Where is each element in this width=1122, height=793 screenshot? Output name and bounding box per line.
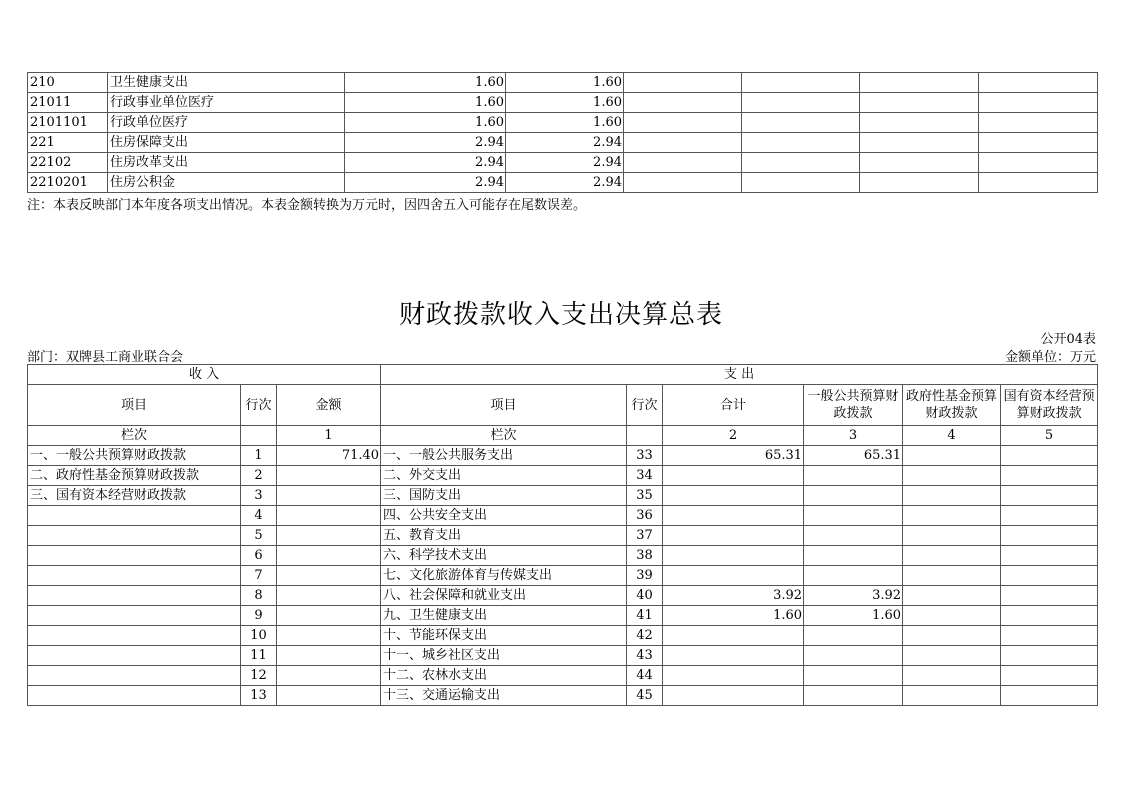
form-number: 公开04表	[1040, 332, 1096, 347]
state-capital-amount	[1001, 666, 1098, 686]
table-row	[28, 506, 1098, 526]
gov-fund-amount	[903, 526, 1001, 546]
income-row-no: 5	[241, 526, 277, 546]
total-amount: 1.60	[345, 73, 506, 93]
expense-row-no: 44	[627, 666, 663, 686]
col-label-2: 栏次	[381, 426, 627, 446]
state-capital-amount	[1001, 646, 1098, 666]
expense-total	[663, 486, 804, 506]
table-row	[28, 546, 1098, 566]
gov-fund-amount	[903, 486, 1001, 506]
empty-cell	[979, 93, 1098, 113]
general-budget-amount: 65.31	[804, 446, 903, 466]
income-amount	[277, 646, 381, 666]
income-amount	[277, 566, 381, 586]
gov-fund-amount	[903, 666, 1001, 686]
subject-code: 210	[28, 73, 108, 93]
income-amount	[277, 486, 381, 506]
expense-total-header: 合计	[663, 385, 804, 426]
state-capital-amount	[1001, 586, 1098, 606]
gov-fund-amount	[903, 506, 1001, 526]
expense-item: 九、卫生健康支出	[381, 606, 627, 626]
income-item	[28, 506, 241, 526]
expense-header: 支 出	[381, 365, 1098, 385]
expense-row-no: 35	[627, 486, 663, 506]
expense-total: 1.60	[663, 606, 804, 626]
expense-item: 一、一般公共服务支出	[381, 446, 627, 466]
income-item	[28, 566, 241, 586]
state-capital-amount	[1001, 606, 1098, 626]
table-row	[28, 626, 1098, 646]
expense-item: 十二、农林水支出	[381, 666, 627, 686]
table-row	[28, 113, 1098, 133]
general-budget-amount	[804, 546, 903, 566]
subject-code: 2101101	[28, 113, 108, 133]
table-row	[28, 486, 1098, 506]
subject-name: 行政单位医疗	[108, 113, 345, 133]
empty-cell	[860, 153, 979, 173]
total-amount: 1.60	[345, 93, 506, 113]
income-item	[28, 546, 241, 566]
income-item	[28, 646, 241, 666]
expense-total	[663, 526, 804, 546]
expense-row-no: 40	[627, 586, 663, 606]
general-budget-header: 一般公共预算财政拨款	[804, 385, 903, 426]
state-capital-amount	[1001, 446, 1098, 466]
gov-fund-amount	[903, 626, 1001, 646]
expense-total: 3.92	[663, 586, 804, 606]
page-title: 财政拨款收入支出决算总表	[398, 300, 723, 330]
basic-amount: 1.60	[506, 73, 624, 93]
income-item	[28, 586, 241, 606]
income-row-no: 10	[241, 626, 277, 646]
column-index-row	[28, 426, 1098, 446]
empty-cell	[860, 93, 979, 113]
gov-fund-amount	[903, 686, 1001, 706]
expense-total	[663, 686, 804, 706]
expense-total	[663, 666, 804, 686]
expense-item: 十、节能环保支出	[381, 626, 627, 646]
col-index-5: 5	[1001, 426, 1098, 446]
general-budget-amount	[804, 566, 903, 586]
expense-row-no: 34	[627, 466, 663, 486]
empty-cell	[860, 173, 979, 193]
col-index-3: 3	[804, 426, 903, 446]
basic-amount: 2.94	[506, 153, 624, 173]
general-budget-amount	[804, 526, 903, 546]
state-capital-header: 国有资本经营预算财政拨款	[1001, 385, 1098, 426]
income-item: 一、一般公共预算财政拨款	[28, 446, 241, 466]
income-amount	[277, 546, 381, 566]
table-row	[28, 526, 1098, 546]
total-amount: 2.94	[345, 133, 506, 153]
income-amount-header: 金额	[277, 385, 381, 426]
empty-cell	[979, 173, 1098, 193]
empty-cell	[979, 153, 1098, 173]
expense-item: 五、教育支出	[381, 526, 627, 546]
state-capital-amount	[1001, 686, 1098, 706]
col-index-1: 1	[277, 426, 381, 446]
total-amount: 2.94	[345, 173, 506, 193]
table-row	[28, 466, 1098, 486]
general-budget-amount	[804, 466, 903, 486]
income-row-no: 2	[241, 466, 277, 486]
empty-cell	[742, 133, 860, 153]
state-capital-amount	[1001, 546, 1098, 566]
expense-total	[663, 646, 804, 666]
subject-name: 住房公积金	[108, 173, 345, 193]
empty-cell	[742, 93, 860, 113]
income-item	[28, 666, 241, 686]
income-amount	[277, 686, 381, 706]
gov-fund-amount	[903, 446, 1001, 466]
total-amount: 1.60	[345, 113, 506, 133]
expense-total	[663, 566, 804, 586]
total-amount: 2.94	[345, 153, 506, 173]
subject-name: 住房保障支出	[108, 133, 345, 153]
income-item	[28, 686, 241, 706]
empty-cell	[624, 113, 742, 133]
table-row	[28, 173, 1098, 193]
col-index-2: 2	[663, 426, 804, 446]
income-row-no: 9	[241, 606, 277, 626]
income-header: 收 入	[28, 365, 381, 385]
expense-row-no: 45	[627, 686, 663, 706]
expense-total	[663, 466, 804, 486]
table-row	[28, 606, 1098, 626]
income-amount: 71.40	[277, 446, 381, 466]
empty-cell	[742, 173, 860, 193]
income-row-no: 11	[241, 646, 277, 666]
general-budget-amount	[804, 646, 903, 666]
general-budget-amount: 3.92	[804, 586, 903, 606]
expense-rowno-header: 行次	[627, 385, 663, 426]
expense-item: 三、国防支出	[381, 486, 627, 506]
summary-table	[27, 364, 1098, 706]
gov-fund-amount	[903, 606, 1001, 626]
income-item: 三、国有资本经营财政拨款	[28, 486, 241, 506]
department-label: 部门：双牌县工商业联合会	[27, 350, 184, 365]
table-note: 注：本表反映部门本年度各项支出情况。本表金额转换为万元时，因四舍五入可能存在尾数误差。	[27, 198, 587, 213]
gov-fund-amount	[903, 566, 1001, 586]
table-row	[28, 646, 1098, 666]
income-item	[28, 526, 241, 546]
general-budget-amount	[804, 506, 903, 526]
basic-amount: 2.94	[506, 133, 624, 153]
empty-cell	[624, 153, 742, 173]
header-row-1	[28, 365, 1098, 385]
basic-amount: 1.60	[506, 113, 624, 133]
subject-code: 221	[28, 133, 108, 153]
table-row	[28, 666, 1098, 686]
expense-item: 十一、城乡社区支出	[381, 646, 627, 666]
subject-code: 22102	[28, 153, 108, 173]
income-row-no: 3	[241, 486, 277, 506]
income-amount	[277, 526, 381, 546]
table-row	[28, 446, 1098, 466]
expense-row-no: 43	[627, 646, 663, 666]
income-row-no: 6	[241, 546, 277, 566]
income-row-no: 13	[241, 686, 277, 706]
income-amount	[277, 606, 381, 626]
subject-name: 住房改革支出	[108, 153, 345, 173]
empty-cell	[860, 133, 979, 153]
income-item-header: 项目	[28, 385, 241, 426]
expense-total: 65.31	[663, 446, 804, 466]
table-row	[28, 566, 1098, 586]
basic-amount: 2.94	[506, 173, 624, 193]
expense-row-no: 38	[627, 546, 663, 566]
income-row-no: 4	[241, 506, 277, 526]
general-budget-amount	[804, 626, 903, 646]
expense-total	[663, 546, 804, 566]
income-amount	[277, 666, 381, 686]
expense-item: 七、文化旅游体育与传媒支出	[381, 566, 627, 586]
gov-fund-header: 政府性基金预算财政拨款	[903, 385, 1001, 426]
general-budget-amount	[804, 686, 903, 706]
subject-name: 行政事业单位医疗	[108, 93, 345, 113]
income-row-no: 1	[241, 446, 277, 466]
income-row-no: 12	[241, 666, 277, 686]
expense-row-no: 37	[627, 526, 663, 546]
empty-cell	[979, 113, 1098, 133]
income-item: 二、政府性基金预算财政拨款	[28, 466, 241, 486]
expense-row-no: 36	[627, 506, 663, 526]
state-capital-amount	[1001, 486, 1098, 506]
subject-code: 2210201	[28, 173, 108, 193]
expense-item: 四、公共安全支出	[381, 506, 627, 526]
income-amount	[277, 626, 381, 646]
income-rowno-header: 行次	[241, 385, 277, 426]
basic-amount: 1.60	[506, 93, 624, 113]
expense-total	[663, 626, 804, 646]
empty-cell	[979, 73, 1098, 93]
general-budget-amount	[804, 666, 903, 686]
general-budget-amount: 1.60	[804, 606, 903, 626]
expense-detail-table	[27, 72, 1098, 193]
state-capital-amount	[1001, 626, 1098, 646]
subject-name: 卫生健康支出	[108, 73, 345, 93]
gov-fund-amount	[903, 586, 1001, 606]
state-capital-amount	[1001, 506, 1098, 526]
general-budget-amount	[804, 486, 903, 506]
expense-row-no: 42	[627, 626, 663, 646]
expense-item: 六、科学技术支出	[381, 546, 627, 566]
gov-fund-amount	[903, 466, 1001, 486]
empty-cell	[860, 113, 979, 133]
expense-row-no: 39	[627, 566, 663, 586]
expense-item: 十三、交通运输支出	[381, 686, 627, 706]
gov-fund-amount	[903, 646, 1001, 666]
income-item	[28, 606, 241, 626]
unit-label: 金额单位：万元	[1004, 350, 1096, 365]
table-row	[28, 153, 1098, 173]
income-amount	[277, 506, 381, 526]
income-row-no: 7	[241, 566, 277, 586]
expense-item: 二、外交支出	[381, 466, 627, 486]
empty-cell	[742, 73, 860, 93]
income-item	[28, 626, 241, 646]
col-label: 栏次	[28, 426, 241, 446]
state-capital-amount	[1001, 566, 1098, 586]
table-row	[28, 586, 1098, 606]
table-row	[28, 686, 1098, 706]
state-capital-amount	[1001, 466, 1098, 486]
expense-item: 八、社会保障和就业支出	[381, 586, 627, 606]
col-index-blank	[627, 426, 663, 446]
expense-row-no: 41	[627, 606, 663, 626]
empty-cell	[624, 133, 742, 153]
empty-cell	[742, 153, 860, 173]
gov-fund-amount	[903, 546, 1001, 566]
empty-cell	[624, 73, 742, 93]
table-row	[28, 93, 1098, 113]
empty-cell	[979, 133, 1098, 153]
col-index-blank	[241, 426, 277, 446]
empty-cell	[860, 73, 979, 93]
subject-code: 21011	[28, 93, 108, 113]
expense-total	[663, 506, 804, 526]
empty-cell	[742, 113, 860, 133]
state-capital-amount	[1001, 526, 1098, 546]
table-row	[28, 73, 1098, 93]
table-row	[28, 133, 1098, 153]
header-row-2	[28, 385, 1098, 426]
income-amount	[277, 586, 381, 606]
expense-item-header: 项目	[381, 385, 627, 426]
empty-cell	[624, 93, 742, 113]
empty-cell	[624, 173, 742, 193]
col-index-4: 4	[903, 426, 1001, 446]
income-row-no: 8	[241, 586, 277, 606]
income-amount	[277, 466, 381, 486]
expense-row-no: 33	[627, 446, 663, 466]
